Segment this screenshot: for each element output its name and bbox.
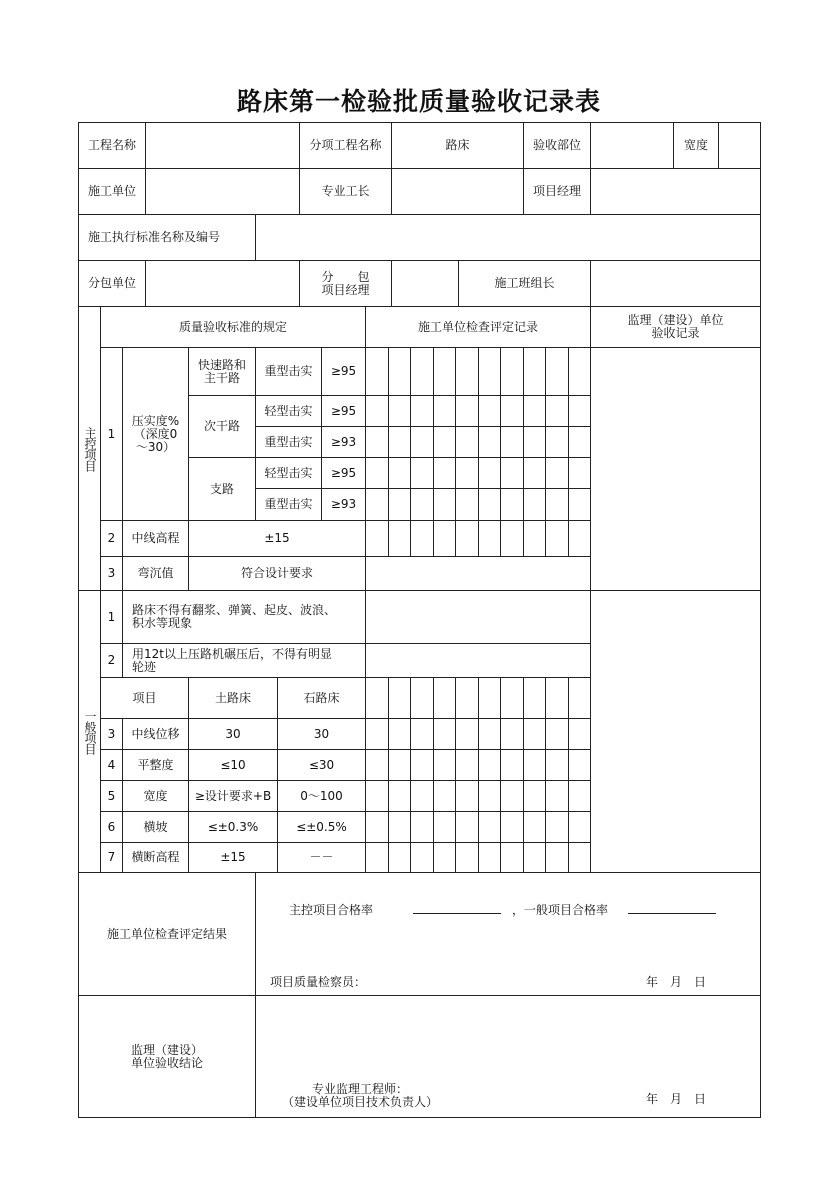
sub-pm-field[interactable] [391, 260, 459, 307]
check-cell[interactable] [545, 520, 569, 557]
check-cell[interactable] [545, 718, 569, 750]
check-cell[interactable] [523, 395, 546, 427]
general-row-no: 4 [100, 749, 123, 781]
check-cell[interactable] [365, 749, 389, 781]
check-cell[interactable] [410, 520, 434, 557]
check-cell[interactable] [478, 395, 501, 427]
check-cell[interactable] [388, 457, 411, 489]
check-cell[interactable] [523, 488, 546, 521]
width-label: 宽度 [673, 122, 719, 169]
compaction-value: ≥95 [321, 457, 366, 489]
check-cell[interactable] [545, 488, 569, 521]
check-cell[interactable] [568, 677, 591, 719]
check-cell[interactable] [568, 520, 591, 557]
main-rate-input[interactable] [413, 913, 501, 914]
check-cell[interactable] [455, 488, 479, 521]
check-cell[interactable] [410, 842, 434, 873]
check-cell[interactable] [433, 749, 456, 781]
general-row-stone-value: 0～100 [277, 780, 366, 812]
general-row-stone-value: ≤30 [277, 749, 366, 781]
check-cell[interactable] [500, 718, 524, 750]
sub-pm-label-line2: 项目经理 [321, 282, 370, 297]
standard-label: 施工执行标准名称及编号 [78, 214, 256, 261]
check-cell[interactable] [478, 677, 501, 719]
check-cell[interactable] [433, 395, 456, 427]
check-cell[interactable] [523, 718, 546, 750]
check-cell[interactable] [545, 811, 569, 843]
check-cell[interactable] [478, 520, 501, 557]
check-cell[interactable] [388, 811, 411, 843]
check-cell[interactable] [523, 677, 546, 719]
check-cell[interactable] [410, 780, 434, 812]
col-stone-header: 石路床 [277, 677, 366, 719]
general-rate-label: ，一般项目合格率 [512, 903, 609, 917]
contractor-field[interactable] [145, 168, 300, 215]
conclusion-label [78, 995, 256, 1118]
road-type-secondary: 次干路 [188, 395, 256, 458]
sub-item-field[interactable]: 路床 [391, 122, 524, 169]
check-cell[interactable] [500, 488, 524, 521]
check-cell[interactable] [388, 488, 411, 521]
check-cell[interactable] [455, 780, 479, 812]
check-cell[interactable] [523, 811, 546, 843]
sub-item-label: 分项工程名称 [299, 122, 392, 169]
general-item2-no: 2 [100, 643, 123, 678]
item1-name: 压实度%（深度0～30） [122, 347, 189, 521]
check-cell[interactable] [410, 395, 434, 427]
main-rate-label: 主控项目合格率 [289, 903, 374, 917]
check-cell[interactable] [433, 780, 456, 812]
compaction-method: 重型击实 [255, 426, 322, 458]
check-cell[interactable] [478, 426, 501, 458]
check-cell[interactable] [500, 520, 524, 557]
general-section-label: 一般项目 [78, 590, 101, 873]
result-label: 施工单位检查评定结果 [78, 872, 256, 996]
check-cell[interactable] [545, 457, 569, 489]
check-cell[interactable] [455, 842, 479, 873]
standard-field[interactable] [255, 214, 761, 261]
check-cell[interactable] [568, 749, 591, 781]
general-row-name: 平整度 [122, 749, 189, 781]
sub-pm-label [299, 260, 392, 307]
check-cell[interactable] [455, 426, 479, 458]
team-leader-label: 施工班组长 [458, 260, 591, 307]
check-cell[interactable] [478, 488, 501, 521]
check-cell[interactable] [568, 488, 591, 521]
check-cell[interactable] [455, 457, 479, 489]
conclusion-date: 年 月 日 [646, 1092, 707, 1106]
check-cell[interactable] [568, 347, 591, 396]
check-cell[interactable] [478, 811, 501, 843]
conclusion-label-line2: 单位验收结论 [130, 1055, 203, 1070]
check-cell[interactable] [478, 749, 501, 781]
check-cell[interactable] [523, 842, 546, 873]
check-cell[interactable] [365, 488, 389, 521]
check-cell[interactable] [500, 426, 524, 458]
project-name-label: 工程名称 [78, 122, 146, 169]
check-cell[interactable] [433, 488, 456, 521]
general-rate-input[interactable] [628, 913, 716, 914]
check-cell[interactable] [433, 426, 456, 458]
check-cell[interactable] [365, 780, 389, 812]
check-cell[interactable] [433, 520, 456, 557]
check-cell[interactable] [568, 426, 591, 458]
check-cell[interactable] [455, 347, 479, 396]
spec-header: 质量验收标准的规定 [100, 306, 366, 348]
check-cell[interactable] [388, 520, 411, 557]
compaction-value: ≥93 [321, 488, 366, 521]
general-row-no: 3 [100, 718, 123, 750]
check-cell[interactable] [478, 780, 501, 812]
check-cell[interactable] [388, 842, 411, 873]
check-cell[interactable] [478, 842, 501, 873]
check-cell[interactable] [545, 426, 569, 458]
pm-field[interactable] [590, 168, 761, 215]
general-row-no: 7 [100, 842, 123, 873]
sub-pm-label-line1: 分 包 [321, 269, 370, 284]
check-cell[interactable] [545, 842, 569, 873]
check-cell[interactable] [455, 395, 479, 427]
check-cell[interactable] [365, 395, 389, 427]
check-cell[interactable] [365, 718, 389, 750]
check-cell[interactable] [545, 677, 569, 719]
compaction-method: 轻型击实 [255, 457, 322, 489]
check-cell[interactable] [523, 780, 546, 812]
foreman-label: 专业工长 [299, 168, 392, 215]
check-cell[interactable] [545, 395, 569, 427]
check-cell[interactable] [410, 457, 434, 489]
check-cell[interactable] [433, 347, 456, 396]
general-row-name: 横坡 [122, 811, 189, 843]
check-cell[interactable] [545, 749, 569, 781]
check-cell[interactable] [568, 842, 591, 873]
check-cell[interactable] [388, 347, 411, 396]
item2-value: ±15 [188, 520, 366, 557]
item3-name: 弯沉值 [122, 556, 189, 591]
general-item1-no: 1 [100, 590, 123, 644]
main-control-section-label: 主控项目 [78, 306, 101, 591]
check-cell[interactable] [388, 426, 411, 458]
acceptance-part-field[interactable] [590, 122, 674, 169]
width-field[interactable] [718, 122, 761, 169]
check-cell[interactable] [568, 718, 591, 750]
check-cell[interactable] [365, 457, 389, 489]
engineer-label-line1: 专业监理工程师： [311, 1082, 408, 1096]
check-cell[interactable] [365, 842, 389, 873]
check-cell[interactable] [433, 457, 456, 489]
col-soil-header: 土路床 [188, 677, 278, 719]
check-cell[interactable] [523, 347, 546, 396]
col-item-header: 项目 [100, 677, 189, 719]
check-cell[interactable] [433, 811, 456, 843]
check-cell[interactable] [455, 811, 479, 843]
check-cell[interactable] [500, 677, 524, 719]
check-cell[interactable] [455, 520, 479, 557]
compaction-method: 重型击实 [255, 488, 322, 521]
compaction-value: ≥95 [321, 395, 366, 427]
check-cell[interactable] [410, 677, 434, 719]
compaction-method: 重型击实 [255, 347, 322, 396]
check-cell[interactable] [410, 749, 434, 781]
general-item2-text: 用12t以上压路机碾压后，不得有明显轮迹 [122, 643, 366, 678]
check-cell[interactable] [433, 842, 456, 873]
item2-name: 中线高程 [122, 520, 189, 557]
check-cell[interactable] [365, 520, 389, 557]
item3-no: 3 [100, 556, 123, 591]
check-cell[interactable] [455, 677, 479, 719]
general-row-soil-value: ±15 [188, 842, 278, 873]
general-row-name: 中线位移 [122, 718, 189, 750]
item3-value: 符合设计要求 [188, 556, 366, 591]
supervisor-header-line1: 监理（建设）单位 [627, 313, 724, 327]
check-cell[interactable] [500, 395, 524, 427]
check-cell[interactable] [455, 718, 479, 750]
compaction-value: ≥93 [321, 426, 366, 458]
check-cell[interactable] [500, 811, 524, 843]
check-cell[interactable] [500, 842, 524, 873]
engineer-label-line2: （建设单位项目技术负责人） [281, 1095, 438, 1109]
check-cell[interactable] [410, 488, 434, 521]
check-cell[interactable] [478, 347, 501, 396]
general-row-name: 横断高程 [122, 842, 189, 873]
item2-no: 2 [100, 520, 123, 557]
item3-check-field[interactable] [365, 556, 591, 591]
check-header: 施工单位检查评定记录 [365, 306, 591, 348]
item1-no: 1 [100, 347, 123, 521]
check-cell[interactable] [523, 426, 546, 458]
general-row-soil-value: ≤±0.3% [188, 811, 278, 843]
team-leader-field[interactable] [590, 260, 761, 307]
supervisor-header [590, 306, 761, 348]
inspector-label: 项目质量检察员： [270, 975, 367, 989]
general-supervisor-record[interactable] [590, 590, 761, 873]
check-cell[interactable] [455, 749, 479, 781]
check-cell[interactable] [523, 520, 546, 557]
subcontractor-label: 分包单位 [78, 260, 146, 307]
check-cell[interactable] [478, 718, 501, 750]
contractor-label: 施工单位 [78, 168, 146, 215]
check-cell[interactable] [568, 395, 591, 427]
result-date: 年 月 日 [646, 975, 707, 989]
engineer-label [255, 1083, 465, 1109]
check-cell[interactable] [410, 347, 434, 396]
conclusion-label-line1: 监理（建设） [130, 1042, 203, 1057]
check-cell[interactable] [523, 457, 546, 489]
check-cell[interactable] [568, 811, 591, 843]
check-cell[interactable] [523, 749, 546, 781]
project-name-field[interactable] [145, 122, 300, 169]
general-row-stone-value: 30 [277, 718, 366, 750]
road-type-branch: 支路 [188, 457, 256, 521]
check-cell[interactable] [388, 749, 411, 781]
general-item1-check[interactable] [365, 590, 591, 644]
subcontractor-field[interactable] [145, 260, 300, 307]
check-cell[interactable] [433, 677, 456, 719]
check-cell[interactable] [388, 395, 411, 427]
check-cell[interactable] [500, 780, 524, 812]
check-cell[interactable] [433, 718, 456, 750]
acceptance-part-label: 验收部位 [523, 122, 591, 169]
check-cell[interactable] [365, 811, 389, 843]
general-row-stone-value: －－ [277, 842, 366, 873]
general-row-soil-value: ≥设计要求+B [188, 780, 278, 812]
general-row-name: 宽度 [122, 780, 189, 812]
check-cell[interactable] [365, 347, 389, 396]
check-cell[interactable] [568, 457, 591, 489]
check-cell[interactable] [365, 677, 389, 719]
road-type-expressway: 快速路和主干路 [188, 347, 256, 396]
general-row-soil-value: 30 [188, 718, 278, 750]
check-cell[interactable] [478, 457, 501, 489]
check-cell[interactable] [388, 677, 411, 719]
general-item1-text: 路床不得有翻浆、弹簧、起皮、波浪、积水等现象 [122, 590, 366, 644]
check-cell[interactable] [500, 457, 524, 489]
check-cell[interactable] [500, 347, 524, 396]
general-row-soil-value: ≤10 [188, 749, 278, 781]
foreman-field[interactable] [391, 168, 524, 215]
check-cell[interactable] [365, 426, 389, 458]
compaction-method: 轻型击实 [255, 395, 322, 427]
supervisor-header-line2: 验收记录 [651, 326, 700, 340]
compaction-value: ≥95 [321, 347, 366, 396]
check-cell[interactable] [568, 780, 591, 812]
check-cell[interactable] [545, 347, 569, 396]
check-cell[interactable] [410, 426, 434, 458]
pm-label: 项目经理 [523, 168, 591, 215]
check-cell[interactable] [388, 780, 411, 812]
check-cell[interactable] [410, 811, 434, 843]
general-item2-check[interactable] [365, 643, 591, 678]
general-row-stone-value: ≤±0.5% [277, 811, 366, 843]
general-row-no: 5 [100, 780, 123, 812]
check-cell[interactable] [388, 718, 411, 750]
general-row-no: 6 [100, 811, 123, 843]
main-supervisor-record[interactable] [590, 347, 761, 591]
check-cell[interactable] [545, 780, 569, 812]
page-title: 路床第一检验批质量验收记录表 [236, 87, 601, 116]
check-cell[interactable] [410, 718, 434, 750]
check-cell[interactable] [500, 749, 524, 781]
